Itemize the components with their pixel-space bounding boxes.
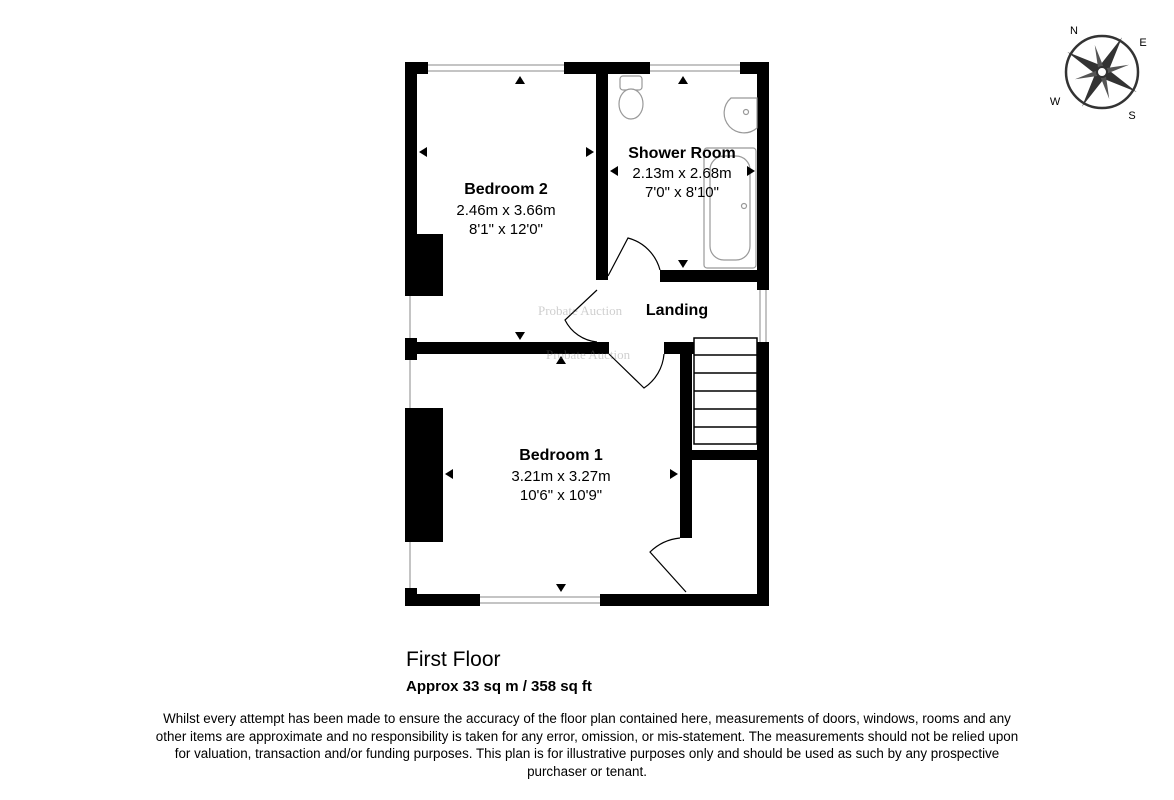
shower-room-metric: 2.13m x 2.68m <box>632 165 732 182</box>
watermark-text-2: Probate Auction <box>546 347 631 362</box>
windows <box>405 62 769 606</box>
bedroom1-imperial: 10'6" x 10'9" <box>519 487 603 504</box>
outer-walls <box>405 62 769 606</box>
shower-room-name: Shower Room <box>628 145 736 162</box>
bedroom2-imperial: 8'1" x 12'0" <box>469 221 543 238</box>
compass-e: E <box>1139 37 1147 49</box>
disclaimer-text: Whilst every attempt has been made to ensure the accuracy of the floor plan contained here, measurements of doors, windows, rooms and any other items are approximate and no responsibility is taken for any error, omission, or mis-statement. The measurements should not be relied upon for valuation, transaction and/or funding purposes. This plan is for illustrative purposes only and should be used as such by any prospective purchaser or tenant. <box>155 711 1019 779</box>
bedroom1-metric: 3.21m x 3.27m <box>511 468 611 485</box>
watermark-text-1: Probate Auction <box>538 303 623 318</box>
staircase <box>694 338 757 444</box>
landing-name: Landing <box>645 302 709 319</box>
basin-icon <box>724 98 757 133</box>
floor-title: First Floor <box>406 648 501 671</box>
toilet-icon <box>619 76 643 119</box>
shower-room-imperial: 7'0" x 8'10" <box>645 184 719 201</box>
compass-w: W <box>1049 96 1061 108</box>
bedroom2-metric: 2.46m x 3.66m <box>456 202 556 219</box>
floor-area: Approx 33 sq m / 358 sq ft <box>406 678 592 695</box>
bedroom1-name: Bedroom 1 <box>519 447 603 464</box>
compass-s: S <box>1128 110 1136 122</box>
bedroom2-name: Bedroom 2 <box>464 181 548 198</box>
compass-icon <box>1047 17 1156 126</box>
doors <box>565 238 686 592</box>
watermark <box>538 303 631 362</box>
compass-n: N <box>1070 25 1078 37</box>
